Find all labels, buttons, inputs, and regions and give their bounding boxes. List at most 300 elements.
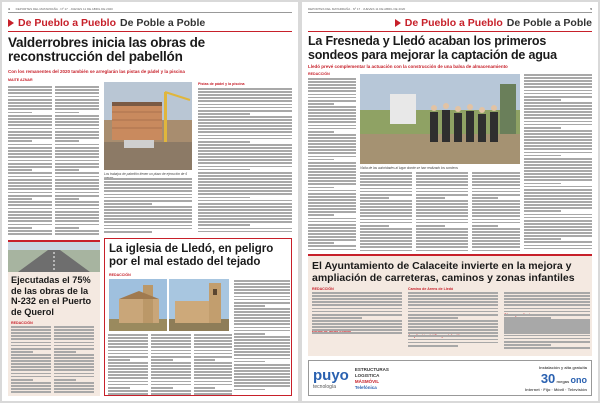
text-line xyxy=(524,167,592,169)
text-line xyxy=(416,194,468,196)
text-line xyxy=(55,217,99,219)
text-line xyxy=(524,99,561,101)
text-line xyxy=(8,118,52,120)
text-line xyxy=(104,206,192,208)
text-line xyxy=(360,200,412,202)
text-line xyxy=(416,203,468,205)
text-line xyxy=(308,146,356,148)
text-line xyxy=(472,234,520,236)
ad-offer: Instalación y alta gratuita 30 megas ono Internet · Fijo · Móvil · Televisión xyxy=(525,364,587,392)
text-line xyxy=(234,292,290,294)
text-line xyxy=(194,365,232,367)
text-line xyxy=(55,150,99,152)
text-line xyxy=(524,248,592,250)
text-line xyxy=(198,181,292,183)
road-photo xyxy=(8,242,100,272)
text-line xyxy=(472,184,520,186)
text-line xyxy=(234,320,290,322)
text-line xyxy=(8,99,52,101)
text-line xyxy=(308,177,356,179)
text-line xyxy=(524,176,592,178)
text-line xyxy=(55,156,99,158)
header-text: DEPORTES DEL MATARRAÑA · Nº 17 · JUEVES 11 DE ABRIL DE 2020 xyxy=(308,6,406,11)
text-line xyxy=(151,340,191,342)
text-line xyxy=(55,96,99,98)
text-line xyxy=(308,140,356,142)
text-line xyxy=(472,246,520,248)
text-line xyxy=(198,224,250,226)
text-line xyxy=(104,231,152,233)
text-line xyxy=(416,188,468,190)
text-line xyxy=(416,215,468,217)
text-line xyxy=(524,152,592,154)
text-line xyxy=(360,203,412,205)
text-line xyxy=(55,115,99,117)
text-line xyxy=(524,204,592,206)
text-line xyxy=(472,188,520,190)
text-line xyxy=(151,371,191,373)
text-line xyxy=(11,329,51,331)
text-line xyxy=(472,240,520,242)
text-line xyxy=(308,156,356,158)
text-line xyxy=(524,148,592,150)
text-line xyxy=(8,134,52,136)
text-line xyxy=(360,184,412,186)
text-line xyxy=(504,308,590,310)
text-line xyxy=(234,317,290,319)
text-line xyxy=(8,140,32,142)
text-line xyxy=(312,329,402,331)
text-line xyxy=(55,153,99,155)
text-line xyxy=(55,227,79,229)
article-byline: MAITE AZNAR xyxy=(8,78,33,82)
text-line xyxy=(408,314,498,316)
text-line xyxy=(308,125,356,127)
text-line xyxy=(151,359,173,361)
text-line xyxy=(198,193,292,195)
text-line xyxy=(504,322,590,324)
text-line xyxy=(234,299,290,301)
text-line xyxy=(360,243,412,245)
text-line xyxy=(416,212,468,214)
text-line xyxy=(54,348,94,350)
text-line xyxy=(308,115,356,117)
text-line xyxy=(312,301,402,303)
text-line xyxy=(308,84,356,86)
text-line xyxy=(55,105,99,107)
text-line xyxy=(524,145,592,147)
text-line xyxy=(308,205,356,207)
text-line xyxy=(11,382,51,384)
text-line xyxy=(11,391,51,393)
text-line xyxy=(54,342,94,344)
text-line xyxy=(8,102,52,104)
text-line xyxy=(472,206,520,208)
text-line xyxy=(308,208,356,210)
text-line xyxy=(416,250,468,252)
text-line xyxy=(308,162,356,164)
text-line xyxy=(504,314,590,316)
text-line xyxy=(108,368,148,370)
text-line xyxy=(8,166,52,168)
text-line xyxy=(234,323,290,325)
text-line xyxy=(8,89,52,91)
section-title-ca: De Poble a Poble xyxy=(506,17,592,29)
text-line xyxy=(151,362,191,364)
text-line xyxy=(308,112,356,114)
text-line xyxy=(234,348,290,350)
text-line xyxy=(11,379,33,381)
text-line xyxy=(11,348,51,350)
text-line xyxy=(408,329,498,331)
text-line xyxy=(198,94,292,96)
text-line xyxy=(416,175,468,177)
text-line xyxy=(198,147,292,149)
text-line xyxy=(234,280,290,282)
text-line xyxy=(408,332,498,334)
text-line xyxy=(55,163,99,165)
text-line xyxy=(408,342,498,344)
text-line xyxy=(151,346,191,348)
text-line xyxy=(8,105,52,107)
text-line xyxy=(524,102,592,104)
text-line xyxy=(234,379,290,381)
text-line xyxy=(194,371,232,373)
text-line xyxy=(55,118,99,120)
text-line xyxy=(416,219,468,221)
text-line xyxy=(312,332,402,334)
text-line xyxy=(198,116,292,118)
text-line xyxy=(416,234,468,236)
text-line xyxy=(151,356,191,358)
text-line xyxy=(11,326,51,328)
text-line xyxy=(194,362,232,364)
text-line xyxy=(194,353,232,355)
text-line xyxy=(308,171,356,173)
text-line xyxy=(151,368,191,370)
text-line xyxy=(308,242,334,244)
text-line xyxy=(151,337,191,339)
text-line xyxy=(54,360,94,362)
text-line xyxy=(55,102,99,104)
text-line xyxy=(11,366,51,368)
text-line xyxy=(8,233,52,235)
text-line xyxy=(11,332,51,334)
text-line xyxy=(198,100,292,102)
text-line xyxy=(55,204,99,206)
text-line xyxy=(308,106,356,108)
text-line xyxy=(151,374,191,376)
text-line xyxy=(524,142,592,144)
text-line xyxy=(55,188,99,190)
text-line xyxy=(416,240,468,242)
text-line xyxy=(312,304,402,306)
text-line xyxy=(524,155,561,157)
text-line xyxy=(8,137,52,139)
text-line xyxy=(308,165,356,167)
text-line xyxy=(54,338,94,340)
text-line xyxy=(408,345,458,347)
text-line xyxy=(524,192,592,194)
text-line xyxy=(308,224,356,226)
text-line xyxy=(55,195,99,197)
text-line xyxy=(312,308,402,310)
text-line xyxy=(524,117,592,119)
text-line xyxy=(8,115,52,117)
text-line xyxy=(8,156,52,158)
text-line xyxy=(360,206,412,208)
text-line xyxy=(11,373,51,375)
text-line xyxy=(360,234,412,236)
section-banner xyxy=(308,15,592,32)
text-line xyxy=(416,237,468,239)
text-line xyxy=(524,198,592,200)
section-title-es: De Pueblo a Pueblo xyxy=(404,17,503,29)
text-line xyxy=(104,225,192,227)
text-line xyxy=(308,87,356,89)
text-line xyxy=(54,329,94,331)
text-line xyxy=(472,209,520,211)
text-line xyxy=(194,390,232,392)
text-line xyxy=(54,385,94,387)
text-line xyxy=(194,340,232,342)
text-line xyxy=(104,203,152,205)
text-line xyxy=(104,184,192,186)
text-line xyxy=(55,192,99,194)
text-line xyxy=(524,93,592,95)
text-line xyxy=(472,219,520,221)
text-line xyxy=(234,345,290,347)
text-line xyxy=(408,301,498,303)
side-box-title: Ejecutadas el 75% de las obras de la N-232 en el Puerto de Querol xyxy=(11,275,92,317)
text-line xyxy=(360,222,412,224)
header-text: DEPORTES DEL MATARRAÑA · Nº 17 · JUEVES 11 DE ABRIL DE 2020 xyxy=(15,6,113,11)
text-line xyxy=(108,362,148,364)
text-line xyxy=(416,197,445,199)
text-line xyxy=(524,220,592,222)
text-line xyxy=(234,289,290,291)
text-line xyxy=(198,212,292,214)
text-line xyxy=(151,350,191,352)
text-line xyxy=(55,185,99,187)
text-line xyxy=(472,203,520,205)
text-line xyxy=(198,206,292,208)
text-line xyxy=(54,376,94,378)
text-line xyxy=(108,390,148,392)
construction-photo xyxy=(104,82,192,170)
text-line xyxy=(8,182,52,184)
text-line xyxy=(55,128,99,130)
text-line xyxy=(8,124,52,126)
text-line xyxy=(108,334,148,336)
text-line xyxy=(312,320,402,322)
text-line xyxy=(108,359,130,361)
text-line xyxy=(194,368,232,370)
text-line xyxy=(194,384,232,386)
text-line xyxy=(472,237,520,239)
text-line xyxy=(55,208,99,210)
text-line xyxy=(524,238,561,240)
text-line xyxy=(54,366,94,368)
text-line xyxy=(472,200,520,202)
section-arrow-icon xyxy=(395,19,401,27)
text-line xyxy=(472,215,520,217)
text-line xyxy=(8,128,52,130)
text-line xyxy=(472,231,520,233)
text-line xyxy=(55,211,99,213)
text-line xyxy=(198,166,292,168)
text-line xyxy=(198,184,292,186)
text-line xyxy=(416,228,468,230)
officials-photo xyxy=(360,74,520,164)
text-line xyxy=(198,131,292,133)
text-line xyxy=(194,377,232,379)
text-line xyxy=(198,110,292,112)
text-line xyxy=(234,376,290,378)
text-line xyxy=(55,230,99,232)
text-line xyxy=(8,153,52,155)
text-line xyxy=(308,211,356,213)
text-line xyxy=(472,194,520,196)
text-line xyxy=(312,295,402,297)
text-line xyxy=(194,359,215,361)
text-line xyxy=(308,100,356,102)
text-line xyxy=(308,249,356,251)
text-line xyxy=(198,218,292,220)
text-line xyxy=(234,308,290,310)
text-line xyxy=(8,163,52,165)
text-line xyxy=(55,108,99,110)
text-line xyxy=(234,389,265,391)
text-line xyxy=(198,190,292,192)
text-line xyxy=(416,209,468,211)
text-line xyxy=(104,215,192,217)
text-line xyxy=(11,388,51,390)
text-line xyxy=(194,337,232,339)
text-line xyxy=(504,347,590,349)
text-line xyxy=(8,188,52,190)
text-line xyxy=(416,200,468,202)
text-line xyxy=(308,239,356,241)
photo-caption: Los trabajos de pabellón tienen un plazo de ejecución de 6 xyxy=(104,172,188,176)
text-line xyxy=(55,182,99,184)
text-line xyxy=(524,210,561,212)
text-line xyxy=(55,169,79,171)
text-line xyxy=(198,107,292,109)
text-line xyxy=(360,212,412,214)
main-headline: Valderrobres inicia las obras de reconstrucción del pabellón xyxy=(8,35,205,64)
text-line xyxy=(234,333,265,335)
text-line xyxy=(308,190,356,192)
text-line xyxy=(55,131,99,133)
text-line xyxy=(360,209,412,211)
text-line xyxy=(54,388,94,390)
text-line xyxy=(8,179,52,181)
text-line xyxy=(308,137,356,139)
text-line xyxy=(8,169,32,171)
text-line xyxy=(472,250,520,252)
advertisement-banner[interactable] xyxy=(308,360,592,396)
text-line xyxy=(360,219,412,221)
text-line xyxy=(108,350,148,352)
text-line xyxy=(360,191,412,193)
article-byline: REDACCIÓN xyxy=(308,72,330,76)
church-photo-1 xyxy=(109,279,167,331)
text-line xyxy=(524,161,592,163)
text-line xyxy=(55,86,99,88)
text-line xyxy=(360,231,412,233)
church-box-title: La iglesia de Lledó, en peligro por el mal estado del tejado xyxy=(109,243,274,268)
text-line xyxy=(472,228,520,230)
text-line xyxy=(524,217,592,219)
text-line xyxy=(104,190,192,192)
text-line xyxy=(55,92,99,94)
text-line xyxy=(234,330,290,332)
text-line xyxy=(504,328,590,330)
text-line xyxy=(104,178,192,180)
text-line xyxy=(55,179,99,181)
text-line xyxy=(54,335,94,337)
text-line xyxy=(360,215,412,217)
text-line xyxy=(8,108,52,110)
calaceite-box-byline: REDACCIÓN xyxy=(312,287,334,291)
text-line xyxy=(198,200,292,202)
text-line xyxy=(524,90,592,92)
text-line xyxy=(408,292,498,294)
text-line xyxy=(504,311,590,313)
text-line xyxy=(524,139,592,141)
text-line xyxy=(308,94,356,96)
text-line xyxy=(198,231,292,233)
text-line xyxy=(408,304,498,306)
text-line xyxy=(8,185,52,187)
text-line xyxy=(308,103,334,105)
text-line xyxy=(308,143,356,145)
text-line xyxy=(234,296,290,298)
text-line xyxy=(360,188,412,190)
text-line xyxy=(308,134,356,136)
text-line xyxy=(360,237,412,239)
text-line xyxy=(524,83,592,85)
text-line xyxy=(198,113,250,115)
text-line xyxy=(308,193,356,195)
text-line xyxy=(234,283,290,285)
text-line xyxy=(524,183,561,185)
text-line xyxy=(11,376,51,378)
text-line xyxy=(234,351,290,353)
text-line xyxy=(504,338,590,340)
text-line xyxy=(198,215,292,217)
text-line xyxy=(104,218,192,220)
text-line xyxy=(55,172,99,174)
text-line xyxy=(308,78,356,80)
text-line xyxy=(8,86,52,88)
text-line xyxy=(416,191,468,193)
text-line xyxy=(151,377,191,379)
text-line xyxy=(11,351,33,353)
text-line xyxy=(55,160,99,162)
text-line xyxy=(308,174,356,176)
text-line xyxy=(11,385,51,387)
text-line xyxy=(308,159,334,161)
text-line xyxy=(416,184,468,186)
text-line xyxy=(524,226,592,228)
text-line xyxy=(524,124,592,126)
text-line xyxy=(472,197,498,199)
text-line xyxy=(54,332,94,334)
text-line xyxy=(108,393,148,395)
text-line xyxy=(524,121,592,123)
